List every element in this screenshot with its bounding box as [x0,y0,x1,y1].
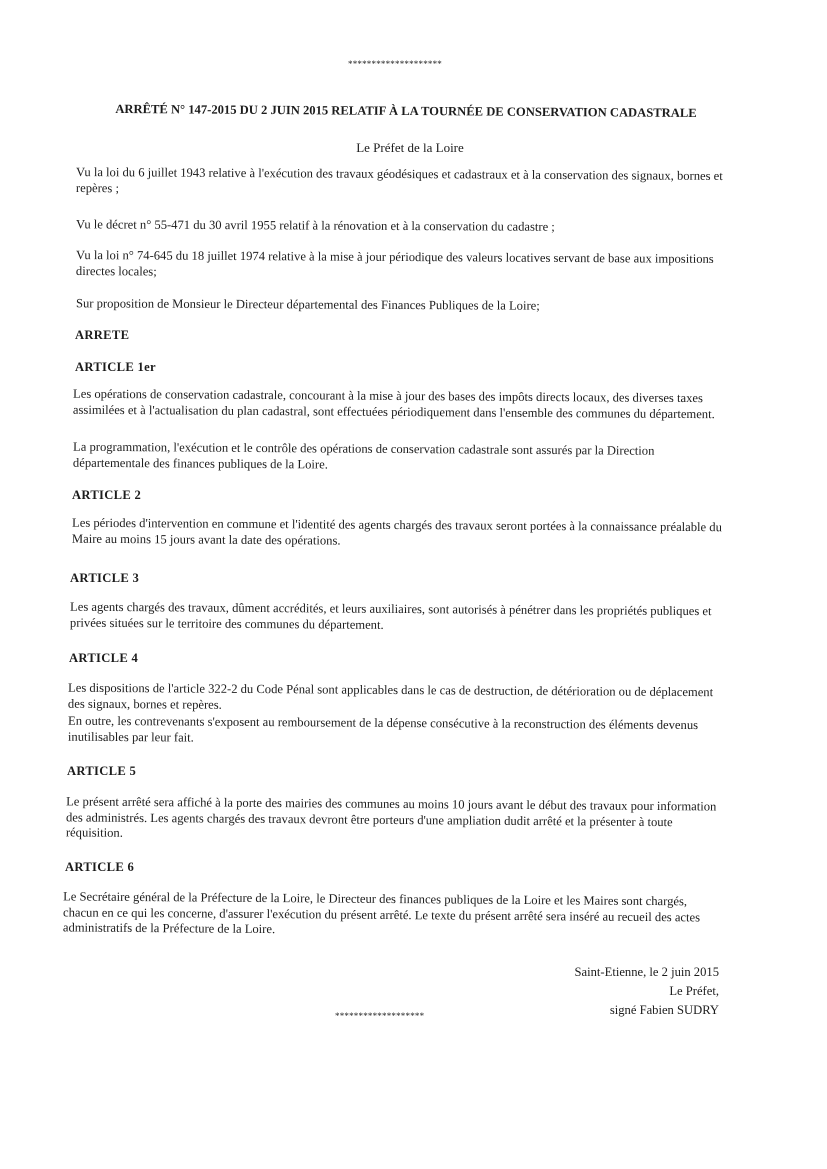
signature-place-date: Saint-Etienne, le 2 juin 2015 [574,965,719,979]
article-1-paragraph-1: Les opérations de conservation cadastrale, concourant à la mise à jour des bases des impôts directs locaux, des diverses taxes assimilées et à l'actualisation du plan cadastral, sont effectuées périodiquement dans l'ensemble des communes du département. [72,386,715,421]
article-4-paragraph-1: Les dispositions de l'article 322-2 du Code Pénal sont applicables dans le cas de destruction, de détérioration ou de déplacement des signaux, bornes et repères. [67,680,714,712]
article-3-paragraph-1: Les agents chargés des travaux, dûment accrédités, et leurs auxiliaires, sont autorisés à pénétrer dans les propriétés publiques et privées situées sur le territoire des communes du département. [69,599,712,632]
arrete-heading: ARRETE [75,328,130,342]
article-2-heading: ARTICLE 2 [72,488,142,502]
vu-clause-1: Vu la loi du 6 juillet 1943 relative à l'exécution des travaux géodésiques et cadastraux et à la conservation des signaux, bornes et repères ; [75,165,723,195]
article-2-paragraph-1: Les périodes d'intervention en commune et l'identité des agents chargés des travaux seront portées à la connaissance préalable du Maire au moins 15 jours avant la date des opérations. [71,515,722,548]
top-separator: ******************** [348,59,442,69]
bottom-separator: ******************* [335,1011,425,1021]
vu-clause-3: Vu la loi n° 74-645 du 18 juillet 1974 relative à la mise à jour périodique des valeurs locatives servant de base aux impositions directes locales; [75,248,714,279]
article-5-heading: ARTICLE 5 [67,764,137,778]
vu-clause-2: Vu le décret n° 55-471 du 30 avril 1955 relatif à la rénovation et à la conservation du cadastre ; [75,217,555,234]
signature-block [575,963,719,1020]
signature-name: signé Fabien SUDRY [609,1003,719,1017]
signature-role: Le Préfet, [669,984,719,998]
article-1-paragraph-2: La programmation, l'exécution et le contrôle des opérations de conservation cadastrale sont assurés par la Direction départementale des finances publiques de la Loire. [72,439,655,471]
article-3-heading: ARTICLE 3 [70,571,140,585]
article-4-paragraph-2: En outre, les contrevenants s'exposent au remboursement de la dépense consécutive à la reconstruction des éléments devenus inutilisables par leur fait. [67,713,699,745]
article-6-paragraph-1: Le Secrétaire général de la Préfecture de la Loire, le Directeur des finances publiques de la Loire et les Maires sont chargés, chacun en ce qui les concerne, d'assurer l'exécution du présent arrêté. Le texte du présent arrêté sera inséré au recueil des actes administratifs de la Préfecture de la Loire. [62,889,701,937]
document-title: ARRÊTÉ N° 147-2015 DU 2 JUIN 2015 RELATIF À LA TOURNÉE DE CONSERVATION CADASTRALE [115,101,697,121]
article-4-heading: ARTICLE 4 [69,651,139,665]
article-5-paragraph-1: Le présent arrêté sera affiché à la porte des mairies des communes au moins 10 jours avant le début des travaux pour information des administrés. Les agents chargés des travaux devront être porteurs d'une ampliation dudit arrêté et la présenter à toute réquisition. [65,794,717,840]
article-1-heading: ARTICLE 1er [75,360,156,374]
article-6-heading: ARTICLE 6 [65,860,135,874]
proposition-clause: Sur proposition de Monsieur le Directeur départemental des Finances Publiques de la Loire; [75,296,540,313]
issuer-line: Le Préfet de la Loire [356,140,464,155]
